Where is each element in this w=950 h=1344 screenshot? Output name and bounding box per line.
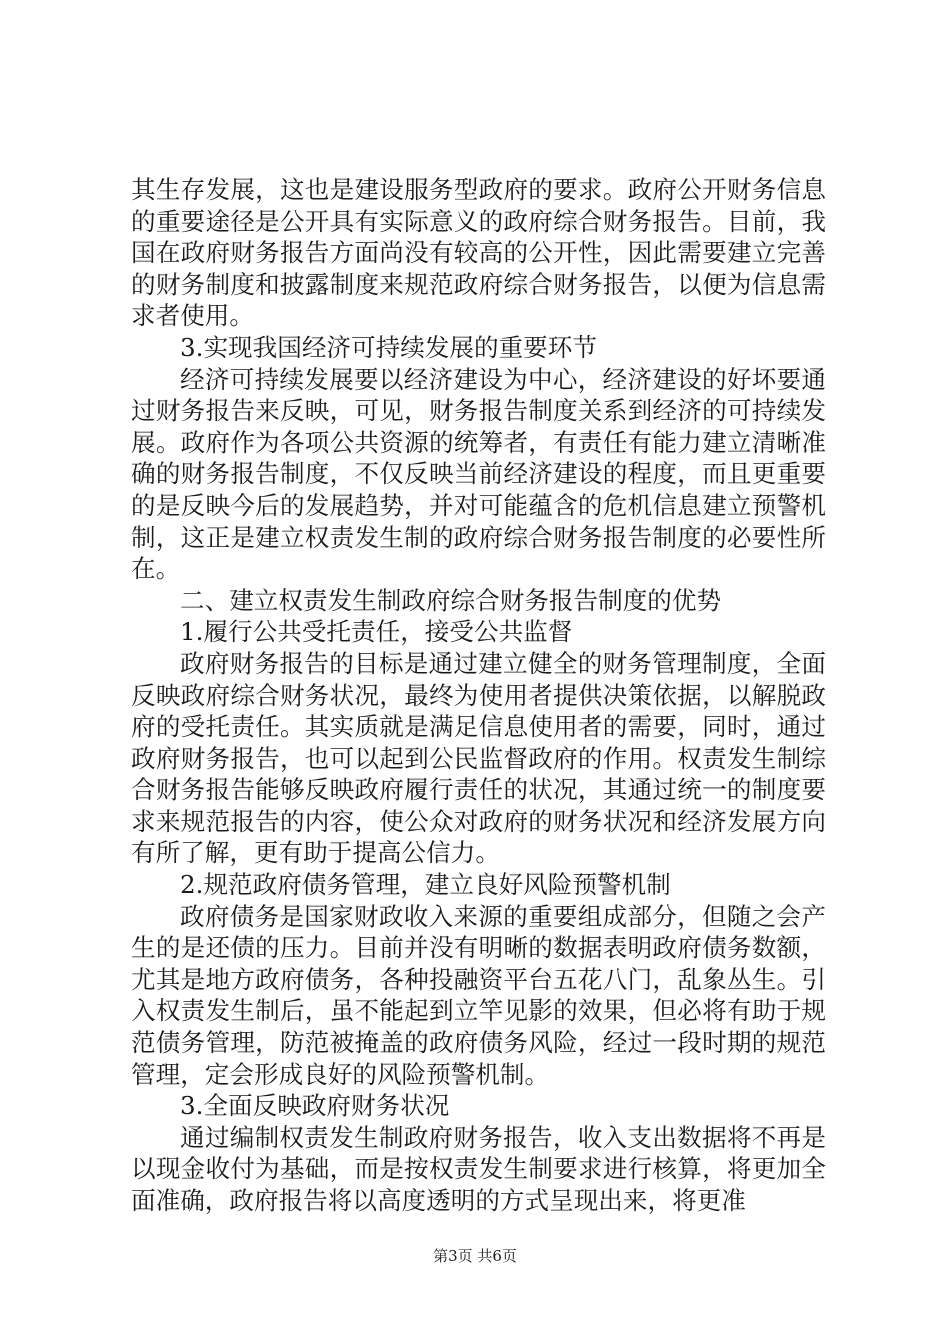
document-body: [131, 174, 826, 1217]
subheading-financial-status: 3.全面反映政府财务状况: [180, 1091, 450, 1121]
paragraph-sustainable-development: 经济可持续发展要以经济建设为中心，经济建设的好坏要通过财务报告来反映，可见，财务报告制度关系到经济的可持续发展。政府作为各项公共资源的统筹者，有责任有能力建立清晰准确的财务报告制度，不仅反映当前经济建设的程度，而且更重要的是反映今后的发展趋势，并对可能蕴含的危机信息建立预警机制，这正是建立权责发生制的政府综合财务报告制度的必要性所在。: [131, 364, 826, 584]
paragraph-public-accountability: 政府财务报告的目标是通过建立健全的财务管理制度，全面反映政府综合财务状况，最终为使用者提供决策依据，以解脱政府的受托责任。其实质就是满足信息使用者的需要，同时，通过政府财务报告，也可以起到公民监督政府的作用。权责发生制综合财务报告能够反映政府履行责任的状况，其通过统一的制度要求来规范报告的内容，使公众对政府的财务状况和经济发展方向有所了解，更有助于提高公信力。: [131, 648, 826, 868]
section-heading-advantages: 二、建立权责发生制政府综合财务报告制度的优势: [180, 585, 722, 615]
paragraph-debt-management: 政府债务是国家财政收入来源的重要组成部分，但随之会产生的是还债的压力。目前并没有明晰的数据表明政府债务数额，尤其是地方政府债务，各种投融资平台五花八门，乱象丛生。引入权责发生制后，虽不能起到立竿见影的效果，但必将有助于规范债务管理，防范被掩盖的政府债务风险，经过一段时期的规范管理，定会形成良好的风险预警机制。: [131, 901, 826, 1089]
page-number-footer: 第3页 共6页: [433, 1247, 517, 1265]
subheading-debt-management: 2.规范政府债务管理，建立良好风险预警机制: [180, 870, 671, 900]
paragraph-continued: 其生存发展，这也是建设服务型政府的要求。政府公开财务信息的重要途径是公开具有实际意义的政府综合财务报告。目前，我国在政府财务报告方面尚没有较高的公开性，因此需要建立完善的财务制度和披露制度来规范政府综合财务报告，以便为信息需求者使用。: [131, 175, 826, 331]
subheading-public-accountability: 1.履行公共受托责任，接受公共监督: [180, 617, 573, 647]
subheading-sustainable-development: 3.实现我国经济可持续发展的重要环节: [180, 332, 597, 362]
paragraph-financial-status: 通过编制权责发生制政府财务报告，收入支出数据将不再是以现金收付为基础，而是按权责发生制要求进行核算，将更加全面准确，政府报告将以高度透明的方式呈现出来，将更准: [131, 1122, 826, 1215]
